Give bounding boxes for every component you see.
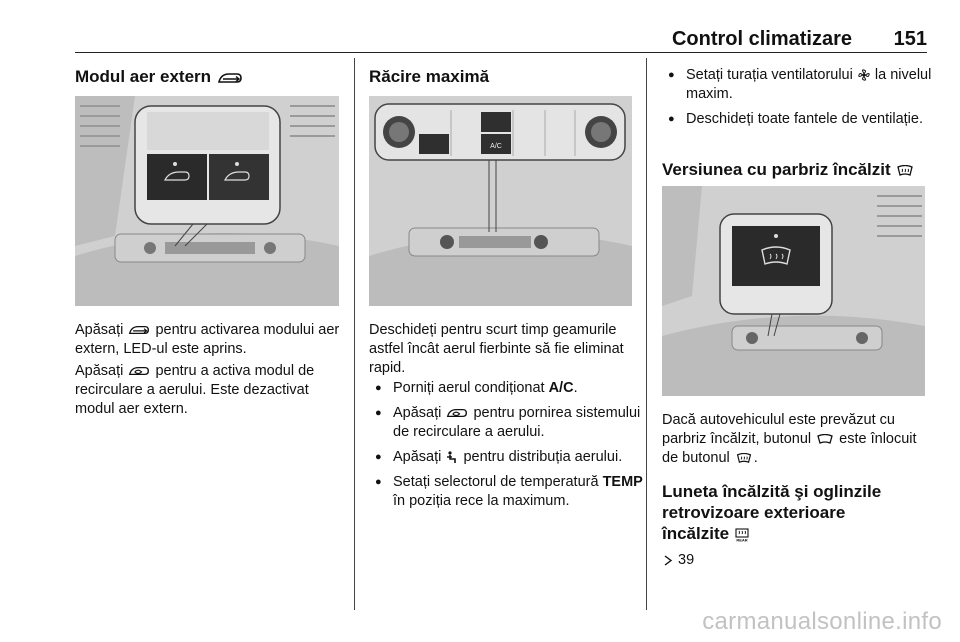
header-rule <box>75 52 927 53</box>
photo-outside-air-control <box>75 96 339 306</box>
heated-rear-window-icon <box>735 528 749 542</box>
recirculation-icon <box>446 407 468 419</box>
list-item: ● Deschideți toate fantele de ventilație. <box>662 110 932 129</box>
heated-windscreen-icon <box>735 453 753 464</box>
bullet-list-fan <box>662 66 932 135</box>
photo-max-cooling-control <box>369 96 632 306</box>
list-item: ● Apăsați pentru pornirea sistemului de recirculare a aerului. <box>369 404 644 442</box>
page-title: Control climatizare <box>671 28 852 50</box>
section-title-outside-air: Modul aer extern <box>75 66 345 87</box>
list-item: ● Porniți aerul condiționat A/C. <box>369 379 644 398</box>
paragraph-outside-air-on: Apăsați pentru activarea modului aer extern, LED-ul este aprins. <box>75 322 340 357</box>
section-title-heated-rear-window: Luneta încălzită şi oglinzile retrovizoare exterioare încălzite REAR <box>662 482 882 543</box>
recirculation-icon <box>128 365 150 377</box>
page-reference[interactable]: 39 <box>662 551 932 570</box>
section-title-heated-windscreen: Versiunea cu parbriz încălzit <box>662 159 932 180</box>
paragraph-open-windows: Deschideți pentru scurt timp geamurile astfel încât aerul fierbinte să fie eliminat rapid. <box>369 322 624 376</box>
column-divider-1 <box>354 58 355 610</box>
svg-text:REAR: REAR <box>736 537 748 542</box>
section-title-max-cooling: Răcire maximă <box>369 67 490 86</box>
photo-heated-windscreen-control <box>662 186 925 396</box>
list-item: ● Setați turația ventilatorului la nivelul maxim. <box>662 66 932 104</box>
paragraph-heated-windscreen: Dacă autovehiculul este prevăzut cu parbriz încălzit, butonul este înlocuit de butonul . <box>662 412 917 466</box>
bullet-list-max-cooling <box>369 379 644 517</box>
outside-air-icon <box>128 324 150 336</box>
page-number: 151 <box>893 28 927 50</box>
fan-icon <box>858 69 870 81</box>
page-header <box>75 28 927 54</box>
page-reference-arrow-icon <box>663 555 673 566</box>
heated-windscreen-icon <box>896 165 914 177</box>
paragraph-recirculation-on: Apăsați pentru a activa modul de recirculare a aerului. Este dezactivat modul aer extern. <box>75 363 315 417</box>
air-distribution-icon <box>446 451 458 464</box>
column-divider-2 <box>646 58 647 610</box>
demist-icon <box>816 434 834 445</box>
svg-text:A/C: A/C <box>490 143 502 150</box>
list-item: ● Setați selectorul de temperatură TEMP în poziția rece la maximum. <box>369 473 644 511</box>
watermark: carmanualsonline.info <box>702 608 942 635</box>
outside-air-icon <box>217 71 243 85</box>
list-item: ● Apăsați pentru distribuția aerului. <box>369 448 644 467</box>
